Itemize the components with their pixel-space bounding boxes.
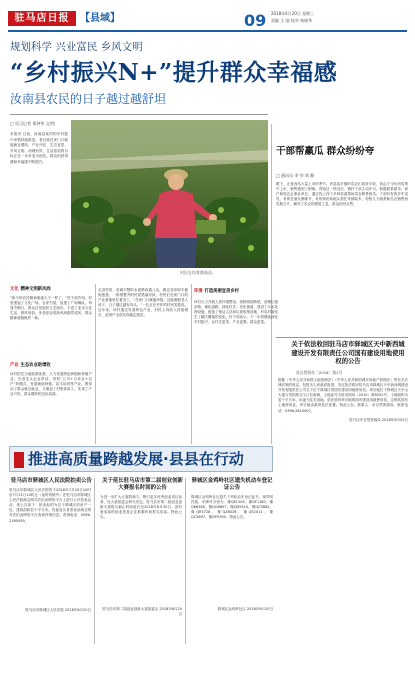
notice-body-contest: 为进一步扩大大赛影响力，吸引更多优秀创业项目参赛，经大赛组委会研究决定，驻马店市第二届创业创新大赛报名截止时间延长至2018年6月30日。请有意参赛的创业者及企业抓紧时间报名参赛。特此公告。 bbox=[100, 495, 182, 520]
notice-text: 根据《中华人民共和国土地管理法》《中华人民共和国城市房地产管理法》等有关法律法规的规定，经报市人民政府批准，决定依法收回驻马店市驿城区天中新西城建设开发有限责任公司名下位于驿城区的国有建设用地使用权。该宗地位于驿城区天中山大道与雪松路交叉口东南侧，土地证号为驻市国用（2010）第8552号，土地面积为若干平方米，用途为住宅用地。依法收回该宗地的国有建设用地使用权，注销其国有土地使用证，该宗地由政府依法处置。特此公告。联系人：市自然资源局；联系电话：0396-2810007。 bbox=[278, 378, 408, 413]
notice-title-land: 关于依法收回驻马店市驿城区天中新西城建设开发有限责任公司国有建设用地使用权的公告 bbox=[291, 341, 405, 365]
page-number: 09 bbox=[244, 11, 267, 30]
notice-body-lost-cert: 驿城区金鸡岭社区遗失下列机动车登记证书，现声明作废，车牌号分别为：豫QE1105、豫QF1180、豫QK6360、豫QG8897、豫QD9310、豫QC5882、豫QR3728、豫QZ8026、豫QE2011、豫QC5697、豫QP0390，特此公告。 bbox=[191, 495, 273, 520]
side-article-headline: 干部帮羸瓜 群众纷纷夸 bbox=[276, 146, 375, 157]
issue-date: 2018年6月20日 星期三 bbox=[271, 11, 315, 16]
masthead bbox=[8, 9, 407, 33]
banner-text: 推进高质量跨越发展·县县在行动 bbox=[28, 450, 244, 468]
section-label: 【县域】 bbox=[80, 13, 120, 24]
notice-footer: 驻马店市自然资源局 2018年6月20日 bbox=[349, 417, 408, 422]
article-byline: □ 见习记者 郑钟华 文/图 bbox=[10, 121, 55, 126]
masthead-rule bbox=[8, 30, 407, 32]
article-headline: “乡村振兴N+”提升群众幸福感 bbox=[10, 59, 338, 86]
section-tag: 产业 bbox=[10, 363, 19, 368]
column-divider bbox=[95, 284, 96, 444]
farmer-greenhouse-illustration bbox=[71, 120, 268, 268]
section-title: 打造美丽宜居乡村 bbox=[204, 289, 239, 294]
article-body-column: 走进村里，宽阔平整的水泥路四通八达，路边花草树木郁郁葱葱，一排排整齐的民居错落有致。村民们在家门口的产业基地里忙着务工，“在家门口就能挣钱，还能照顾老人孩子，日子越过越有奔头。”一位正在劳作的村民笑着说。近年来，该村通过发展特色产业，村民人均收入持续增长，贫困户全部实现稳定脱贫。 bbox=[98, 288, 188, 318]
notice-title-lost-cert: 驿城区金鸡岭社区遗失机动车登记证公告 bbox=[191, 478, 273, 491]
side-article-body: 眼下，正是西瓜大量上市的季节。该县某乡镇的瓜农们喜获丰收，但由于今年西瓜集中上市，销售遇到了困难。得知这一情况后，镇村干部主动作为，积极联系超市、商户和周边企事业单位，通过线上线下多种渠道帮助瓜农销售西瓜。干部们有的开车送瓜，有的在朋友圈推介，有的到田间地头帮忙采摘装车，短短几天就帮助瓜农销售西瓜数万斤，解决了瓜农的燃眉之急，群众纷纷点赞。 bbox=[276, 182, 408, 207]
section-heading-environment bbox=[194, 289, 239, 295]
section-body-culture: “如今的农民精神面貌大不一样了。”村干部介绍，村里建起了文化广场、农家书屋，组建了广场舞队，每逢节假日，群众自发组织文艺演出，丰富了业余文化生活，移风易俗、孝老爱亲的新风尚蔚然成风，群众精神面貌焕然一新。 bbox=[10, 296, 92, 321]
campaign-banner bbox=[9, 446, 273, 472]
notice-number: 驻自然资告〔2018〕第1号 bbox=[296, 370, 343, 375]
headline-divider bbox=[10, 114, 268, 115]
section-heading-industry bbox=[10, 363, 51, 369]
banner-accent bbox=[14, 452, 24, 468]
section-body-environment: 该村大力开展人居环境整治，拆除残垣断壁，清理垃圾杂物，硬化道路、绿化村庄、亮化街道，建设了污水处理设施，配备了保洁人员和垃圾收集设施，村容村貌发生了翻天覆地的变化。村干部表示，下一步将继续深化乡村振兴，让村庄更美、产业更强、群众更富。 bbox=[194, 300, 278, 325]
notice-body-land bbox=[278, 378, 408, 636]
notice-title-court: 驻马店市驿城区人民法院拍卖公告 bbox=[11, 478, 92, 484]
notice-box-lost-cert bbox=[191, 478, 273, 644]
newspaper-logo: 驻马店日报 bbox=[8, 11, 76, 26]
article-subhead: 汝南县农民的日子越过越舒坦 bbox=[10, 92, 167, 106]
notice-body-court: 驻马店市驿城区人民法院将于2018年7月20日10时至7月21日10时止（延时的除外）在驻马店市驿城区人民法院淘宝网司法拍卖网络平台上进行公开拍卖活动，现公告如下：拍卖标的为位于驿城区的房产一处，建筑面积若干平方米。有意竞买者请登录淘宝网司法拍卖网络平台查询详细信息。咨询电话：0396-2160039。 bbox=[9, 488, 91, 523]
notice-footer-court: 驻马店市驿城区人民法院 2018年6月20日 bbox=[25, 608, 91, 612]
notice-box-contest bbox=[100, 478, 186, 644]
article-intro: 本报讯 日前，汝南县某村的乡村振兴举措持续推进，老百姓在家门口就能就业增收，产业兴旺、生态宜居、乡风文明、治理有效、生活富裕的目标正在一步步变为现实，群众的获得感和幸福感不断提升。 bbox=[10, 132, 68, 164]
article-photo bbox=[71, 120, 268, 268]
section-tag: 文化 bbox=[10, 287, 19, 292]
photo-caption: 村民在培育菌菇苗。 bbox=[180, 270, 216, 275]
section-title: 精神文明新风尚 bbox=[20, 287, 51, 292]
article-kicker: 规划科学 兴业富民 乡风文明 bbox=[10, 41, 143, 53]
editor-line: 责编 王 刚 校对 杨晓华 bbox=[271, 18, 313, 23]
notice-footer-lost-cert: 驿城区金鸡岭社区 2018年6月20日 bbox=[217, 607, 273, 611]
section-body-industry: 该村依托当地资源优势，大力发展特色种植和养殖产业，引进龙头企业带动，采取“公司+合作社+农户”的模式，发展菌菇种植、苗木培育等产业，既带动了群众就近就业，又增加了村集体收入，实现了产业兴旺、群众增收的良好局面。 bbox=[10, 372, 92, 397]
notice-footer-contest: 驻马店市第二届创业创新大赛组委会 2018年6月20日 bbox=[102, 607, 182, 617]
side-article-byline: □ 通讯员 李 华 郑 静 bbox=[276, 173, 315, 178]
section-tag: 环境 bbox=[194, 289, 203, 294]
notice-title-contest: 关于延长驻马店市第二届创业创新大赛报名时间的公告 bbox=[102, 478, 183, 491]
section-title: 生态农业助增收 bbox=[20, 363, 51, 368]
column-divider bbox=[191, 284, 192, 444]
notice-box-court bbox=[9, 478, 95, 644]
section-heading-culture bbox=[10, 287, 51, 293]
